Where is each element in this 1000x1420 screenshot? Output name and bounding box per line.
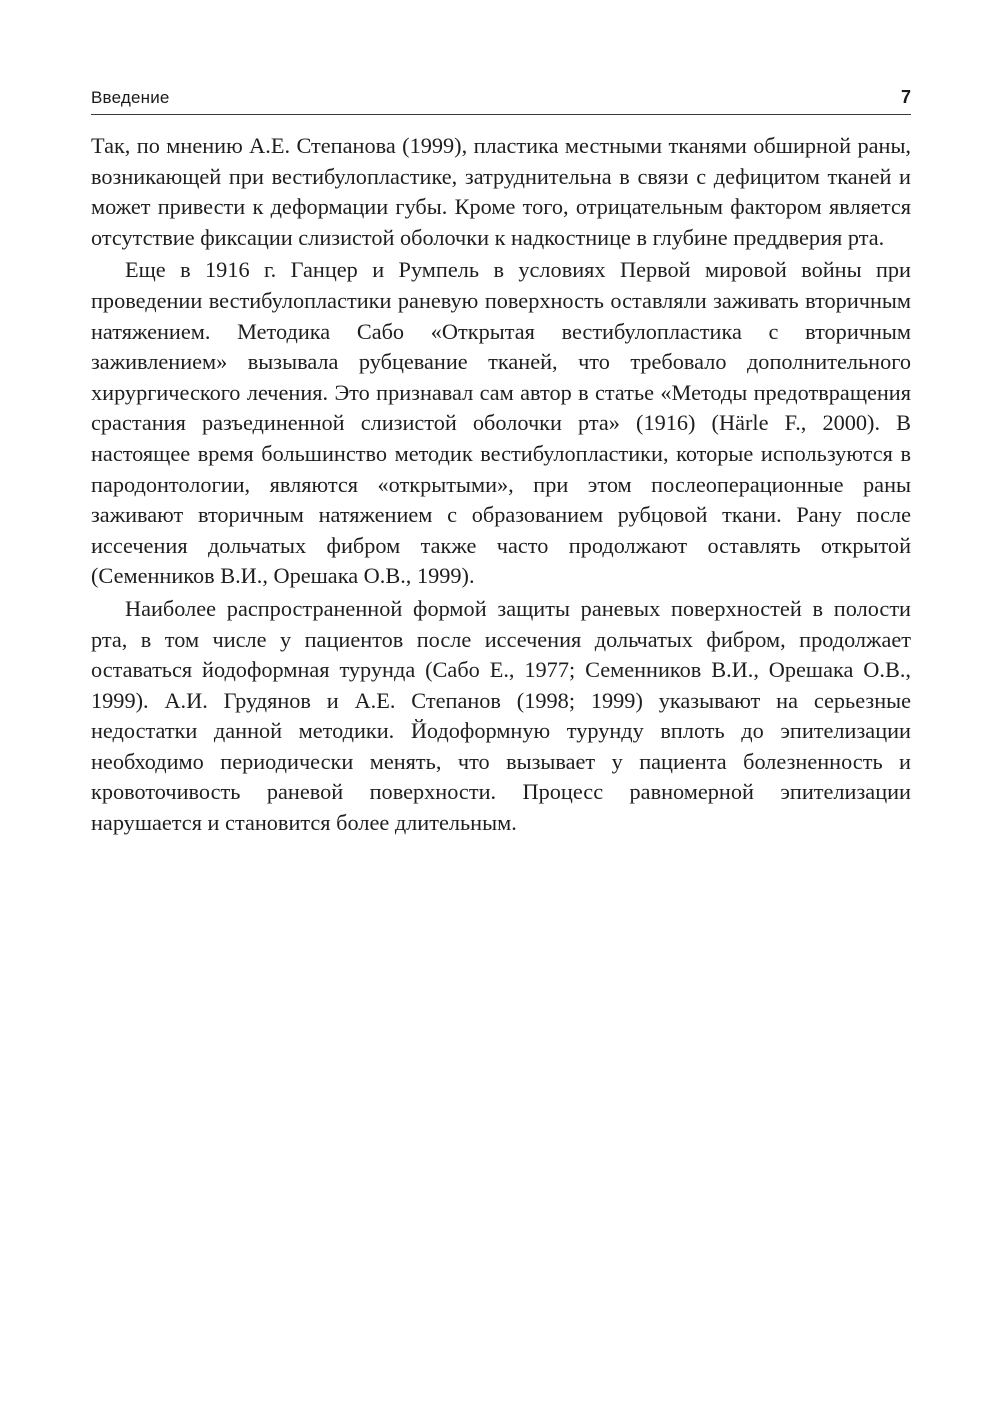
paragraph-3: Наиболее распространенной формой защиты раневых поверхностей в полости рта, в том числе у пациентов после иссечения дольчатых фибром, продолжает оставаться йодоформная турунда (Сабо Е., 1977; Семенников В.И., Орешака О.В., 1999). А.И. Грудянов и А.Е. Степанов (1998; 1999) указывают на серьезные недостатки данной методики. Йодоформную турунду вплоть до эпителизации необходимо периодически менять, что вызывает у пациента болезненность и кровоточивость раневой поверхности. Процесс равномерной эпителизации нарушается и становится более длительным. [91,595,911,836]
page-number: 7 [900,87,911,107]
section-title: Введение [91,88,170,107]
running-header [91,88,911,115]
body-text [91,131,911,839]
paragraph-1: Так, по мнению А.Е. Степанова (1999), пластика местными тканями обширной раны, возникающей при вестибулопластике, затруднительна в связи с дефицитом тканей и может привести к деформации губы. Кроме того, отрицательным фактором является отсутствие фиксации слизистой оболочки к надкостнице в глубине преддверия рта. [91,133,911,250]
paragraph-2: Еще в 1916 г. Ганцер и Румпель в условиях Первой мировой войны при проведении вестибулопластики раневую поверхность оставляли заживать вторичным натяжением. Методика Сабо «Открытая вестибулопластика с вторичным заживлением» вызывала рубцевание тканей, что требовало дополнительного хирургического лечения. Это признавал сам автор в статье «Методы предотвращения срастания разъединенной слизистой оболочки рта» (1916) (Härle F., 2000). В настоящее время большинство методик вестибулопластики, которые используются в пародонтологии, являются «открытыми», при этом послеоперационные раны заживают вторичным натяжением с образованием рубцовой ткани. Рану после иссечения дольчатых фибром также часто продолжают оставлять открытой (Семенников В.И., Орешака О.В., 1999). [91,257,911,589]
